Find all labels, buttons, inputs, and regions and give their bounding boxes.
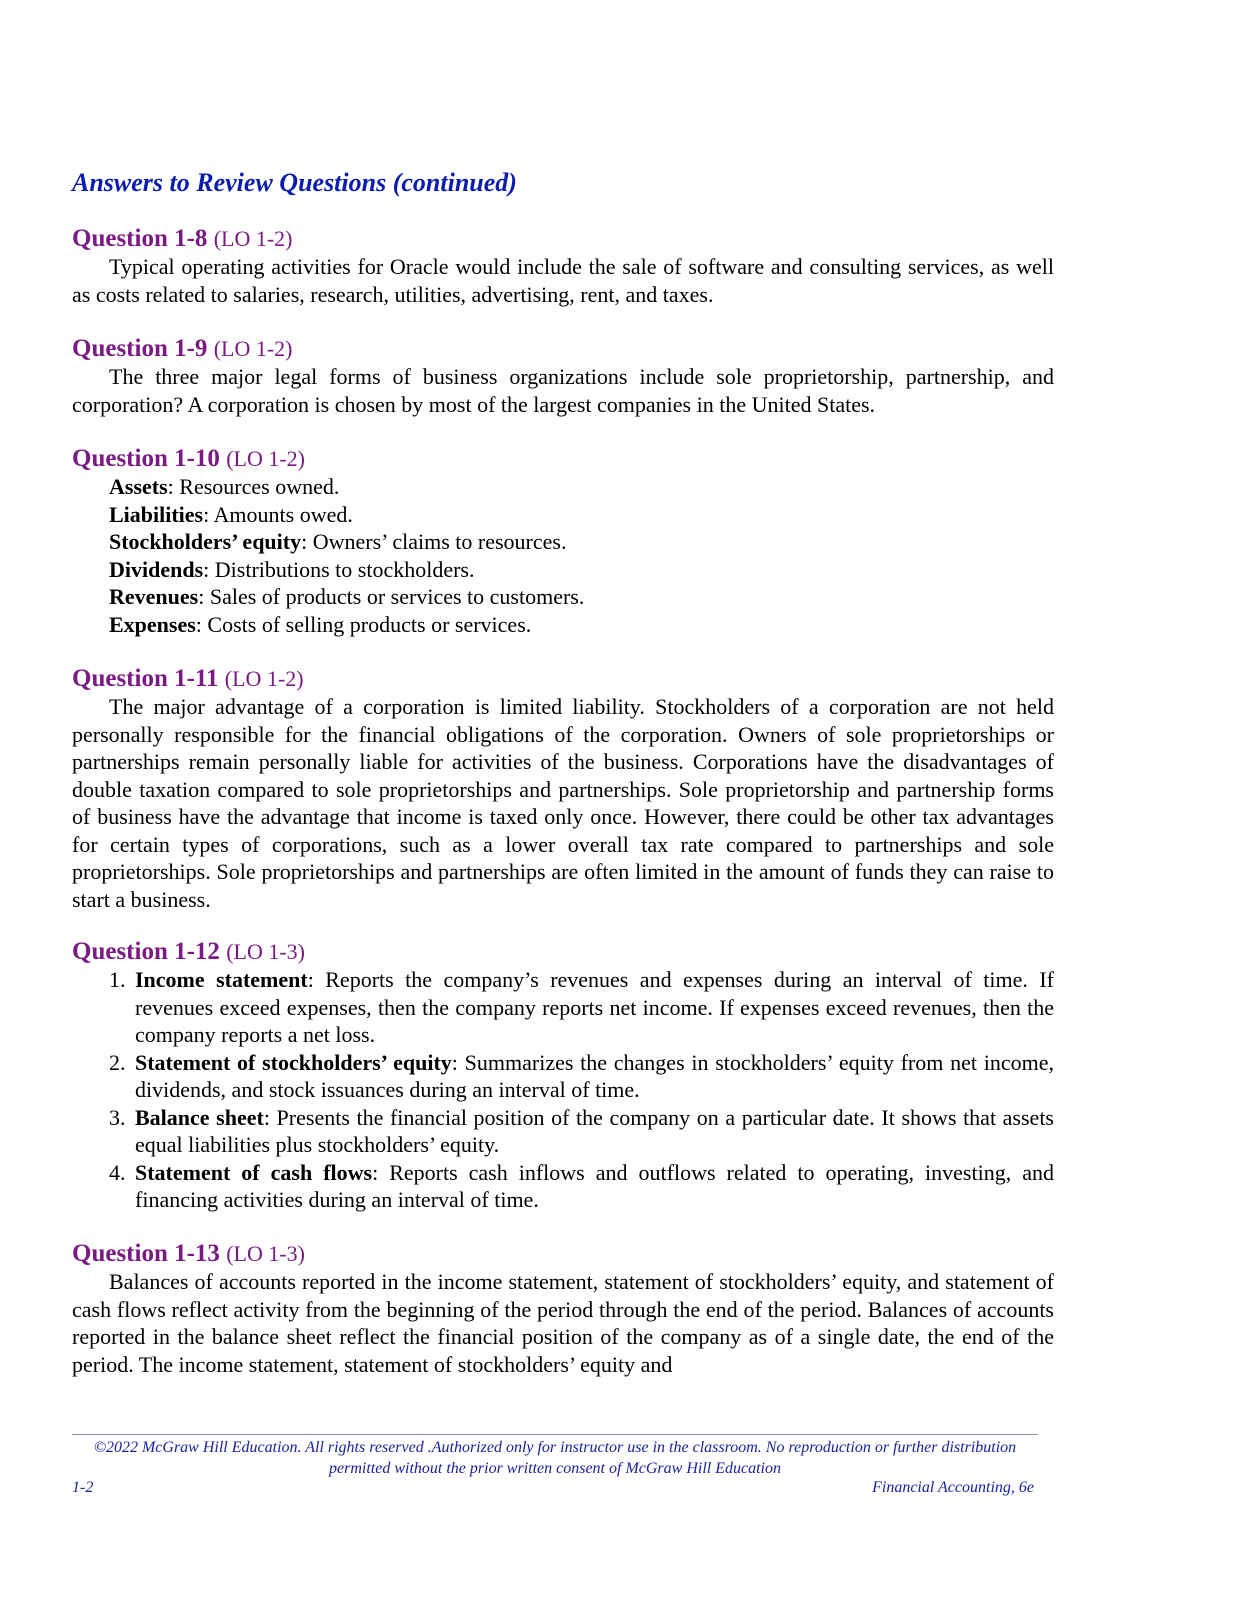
term: Statement of stockholders’ equity <box>135 1049 452 1075</box>
definition-item <box>72 611 1054 639</box>
term: Statement of cash flows <box>135 1159 373 1185</box>
term: Income statement <box>135 967 308 992</box>
copyright-notice: ©2022 McGraw Hill Education. All rights reserved .Authorized only for instructor use in the classroom. No reproduction or further distribution permitted without the prior written consent of McGraw Hill Education <box>93 1439 1017 1477</box>
question-number: Question 1-9 <box>72 335 208 362</box>
learning-objective: (LO 1-3) <box>226 1241 305 1266</box>
learning-objective: (LO 1-2) <box>226 446 305 471</box>
answer-text: Balances of accounts reported in the income statement, statement of stockholders’ equity, and statement of cash flows reflect activity from the beginning of the period through the end of the period. Balances of accounts reported in the balance sheet reflect the financial position of the company as of a single date, the end of the period. The income statement, statement of stockholders’ equity and <box>72 1269 1054 1377</box>
question-heading <box>72 1240 1054 1268</box>
definition: : Amounts owed. <box>203 501 353 527</box>
question-1-12 <box>72 938 1054 1214</box>
term: Balance sheet <box>135 1104 264 1130</box>
question-1-11 <box>72 665 1054 913</box>
definition: : Costs of selling products or services. <box>195 611 532 637</box>
item-number: 1. <box>109 967 126 992</box>
term: Revenues <box>109 584 199 609</box>
question-number: Question 1-12 <box>72 938 220 965</box>
definition: : Resources owned. <box>167 474 340 499</box>
question-1-13 <box>72 1240 1054 1378</box>
learning-objective: (LO 1-2) <box>213 226 293 251</box>
term: Liabilities <box>109 501 204 527</box>
book-title: Financial Accounting, 6e <box>872 1479 1034 1496</box>
answer-text: Typical operating activities for Oracle would include the sale of software and consulting services, as well as costs related to salaries, research, utilities, advertising, rent, and taxes. <box>72 254 1054 307</box>
footer-bottom-row <box>72 1479 1038 1501</box>
question-1-9 <box>72 335 1054 418</box>
term: Dividends <box>109 556 204 582</box>
question-heading <box>72 938 1054 966</box>
page-footer <box>72 1434 1038 1501</box>
item-number: 4. <box>109 1159 126 1185</box>
definition-item <box>72 583 1054 611</box>
list-item <box>72 1104 1054 1159</box>
definition: : Owners’ claims to resources. <box>301 529 567 554</box>
page-number: 1-2 <box>72 1479 94 1496</box>
term: Expenses <box>109 611 196 637</box>
question-heading <box>72 665 1054 693</box>
learning-objective: (LO 1-3) <box>226 939 305 964</box>
statement-list <box>72 966 1054 1214</box>
answer-text: The three major legal forms of business organizations include sole proprietorship, partnership, and corporation? A corporation is chosen by most of the largest companies in the United States. <box>72 364 1054 417</box>
term: Stockholders’ equity <box>109 529 302 554</box>
list-item <box>72 966 1054 1049</box>
question-1-8 <box>72 225 1054 308</box>
question-number: Question 1-8 <box>72 225 208 252</box>
definition-list <box>72 473 1054 638</box>
item-text: : Summarizes the changes in stockholders’ equity from net income, dividends, and stock issuances during an interval of time. <box>135 1049 1054 1102</box>
definition: : Sales of products or services to customers. <box>198 584 585 609</box>
definition-item <box>72 528 1054 556</box>
definition-item <box>72 501 1054 529</box>
item-number: 2. <box>109 1049 126 1075</box>
item-text: : Reports the company’s revenues and expenses during an interval of time. If revenues exceed expenses, then the company reports net income. If expenses exceed revenues, then the company reports a net loss. <box>135 967 1054 1047</box>
question-number: Question 1-13 <box>72 1240 220 1267</box>
question-heading <box>72 335 1054 363</box>
definition-item <box>72 556 1054 584</box>
item-number: 3. <box>109 1104 126 1130</box>
item-text: : Reports cash inflows and outflows related to operating, investing, and financing activities during an interval of time. <box>135 1159 1054 1212</box>
definition-item <box>72 473 1054 501</box>
definition: : Distributions to stockholders. <box>203 556 475 582</box>
question-heading <box>72 445 1054 473</box>
learning-objective: (LO 1-2) <box>213 336 293 361</box>
list-item <box>72 1159 1054 1214</box>
term: Assets <box>109 474 168 499</box>
list-item <box>72 1049 1054 1104</box>
question-number: Question 1-11 <box>72 665 219 692</box>
section-header: Answers to Review Questions (continued) <box>72 168 517 197</box>
question-number: Question 1-10 <box>72 445 220 472</box>
question-1-10 <box>72 445 1054 638</box>
answer-text: The major advantage of a corporation is limited liability. Stockholders of a corporation are not held personally responsible for the financial obligations of the corporation. Owners of sole proprietorships or partnerships remain personally liable for activities of the business. Corporations have the disadvantages of double taxation compared to sole proprietorships and partnerships. Sole proprietorship and partnership forms of business have the advantage that income is taxed only once. However, there could be other tax advantages for certain types of corporations, such as a lower overall tax rate compared to partnerships and sole proprietorships. Sole proprietorships and partnerships are often limited in the amount of funds they can raise to start a business. <box>72 694 1054 912</box>
item-text: : Presents the financial position of the company on a particular date. It shows that assets equal liabilities plus stockholders’ equity. <box>135 1104 1054 1157</box>
learning-objective: (LO 1-2) <box>224 666 304 691</box>
question-heading <box>72 225 1054 253</box>
